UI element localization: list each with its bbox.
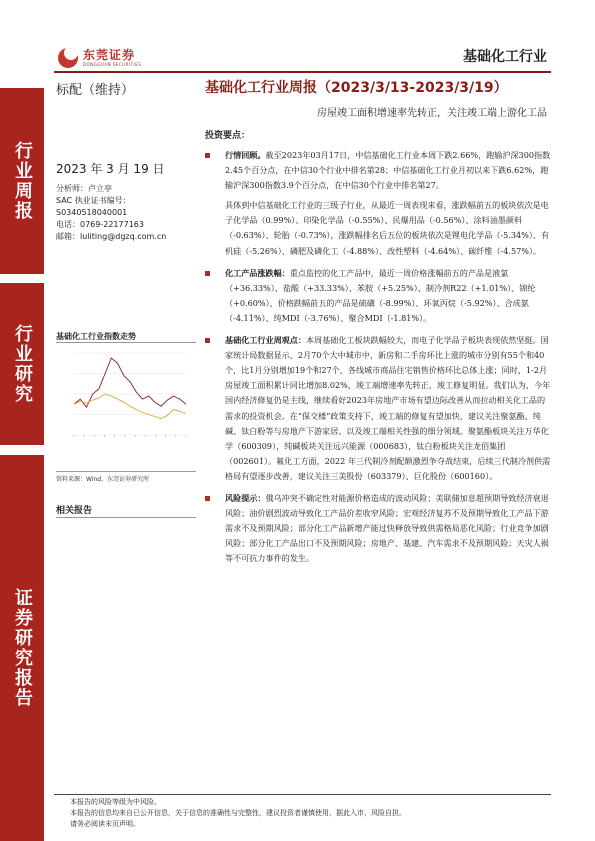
rating: 标配（维持） xyxy=(56,83,135,98)
company-logo xyxy=(58,48,141,68)
side-report-strip xyxy=(0,455,44,841)
chart-series-line-0 xyxy=(74,358,186,407)
analyst-line: S0340518040001 xyxy=(56,208,128,217)
index-chart-svg xyxy=(56,343,196,473)
paragraph-lead: 基础化工行业周观点： xyxy=(225,335,306,346)
analyst-line: SAC 执业证书编号： xyxy=(56,196,131,205)
paragraph-text: 具体到中信基础化工行业的三级子行业，从最近一周表现来看，涨跌幅前五的板块依次是电子化学品（0.99%）、印染化学品（-0.55%）、民爆用品（-0.56%）、涂料油墨颜料（-0.63%）、轮胎（-0.73%），涨跌幅排名后五位的板块依次是锂电化学品（-5.34%）、有机硅（-5.26%）、磷肥及磷化工（-4.88%）、改性塑料（-4.64%）、碳纤维（-4.57%）。 xyxy=(225,200,550,256)
paragraph-subsector xyxy=(205,198,551,258)
header-industry: 基础化工行业 xyxy=(463,49,547,65)
paragraph-lead: 化工产品涨跌幅： xyxy=(225,267,290,278)
logo-cn-text: 东莞证券 xyxy=(83,48,136,62)
report-title: 基础化工行业周报（2023/3/13-2023/3/19） xyxy=(205,80,508,96)
disclaimer-line: 请务必阅读末页声明。 xyxy=(70,820,140,828)
side-category-label: 行业周报 xyxy=(12,141,33,221)
paragraph-risk xyxy=(205,491,551,566)
related-divider xyxy=(56,517,196,518)
report-subtitle: 房屋竣工面积增速率先转正，关注竣工端上游化工品 xyxy=(317,108,547,119)
paragraph-text: 俄乌冲突不确定性对能源价格造成的波动风险；美联储加息超预期导致经济衰退风险；油价剧烈波动导致化工产品价差收窄风险；宏观经济复苏不及预期导致化工产品下游需求不及预期风险；部分化工产品新增产能过快释放导致供需格局恶化风险；行业竞争加剧风险；部分化工产品出口不及预期风险；房地产、基建、汽车需求不及预期风险；天灾人祸等不可抗力事件的发生。 xyxy=(225,492,549,564)
bullet-square-icon xyxy=(205,496,210,501)
logo-en-text: DONGGUAN SECURITIES xyxy=(83,62,142,67)
bullet-square-icon xyxy=(205,271,210,276)
paragraph-product-prices xyxy=(205,266,551,326)
disclaimer-line: 本报告的风险等级为中风险。 xyxy=(70,798,161,806)
side-type-strip xyxy=(0,283,44,445)
side-report-label: 证券研究报告 xyxy=(12,588,33,708)
disclaimer-line: 本报告的信息均来自已公开信息，关于信息的准确性与完整性，建议投资者谨慎使用，据此入市，风险自担。 xyxy=(70,809,406,817)
report-date: 2023 年 3 月 19 日 xyxy=(56,162,165,176)
analyst-line: 邮箱：luliting@dgzq.com.cn xyxy=(56,232,167,241)
paragraph-text: 截至2023年03月17日，中信基础化工行业本周下跌2.66%，跑输沪深300指数2.45个百分点，在中信30个行业中排名第28；中信基础化工行业月初以来下跌6.62%，跑输沪深300指数3.9个百分点，在中信30个行业中排名第27。 xyxy=(225,150,551,191)
footer-divider xyxy=(54,794,551,795)
logo-mark-icon xyxy=(58,48,78,68)
bullet-square-icon xyxy=(205,338,210,343)
index-chart xyxy=(56,342,196,472)
analyst-info xyxy=(56,183,166,243)
side-type-label: 行业研究 xyxy=(12,324,33,404)
paragraph-text: 重点监控的化工产品中，最近一周价格涨幅前五的产品是液氯（+36.33%）、盐酸（+33.33%）、苯胺（+5.25%）、制冷剂R22（+1.01%）、锦纶（+0.60%），价格跌幅前五的产品是硫磺（-8.99%）、环氧丙烷（-5.92%）、合成氨（-4.11%）、纯MDI（-3.76%）、聚合MDI（-1.81%）。 xyxy=(225,267,536,323)
paragraph-weekly-view xyxy=(205,333,551,484)
related-reports-title: 相关报告 xyxy=(56,506,93,516)
side-category-strip xyxy=(0,88,44,274)
analyst-line: 电话：0769-22177163 xyxy=(56,220,144,229)
analyst-line: 分析师：卢立亭 xyxy=(56,184,112,193)
footer-disclaimer xyxy=(70,797,406,830)
chart-title: 基础化工行业指数走势 xyxy=(56,332,136,341)
report-body xyxy=(205,148,551,573)
key-points-heading: 投资要点： xyxy=(205,131,251,141)
paragraph-lead: 行情回顾。 xyxy=(225,150,266,160)
paragraph-market-review xyxy=(205,148,551,193)
header-divider xyxy=(54,71,551,73)
paragraph-text: 本周基础化工板块跌幅较大，而电子化学品子板块表现依然坚挺。国家统计局数据显示，2月70个大中城市中，新房和二手房环比上涨的城市分别有55个和40个，比1月分别增加19个和27个，各线城市商品住宅销售价格环比总体上涨；同时，1-2月房屋竣工面积累计同比增加8.02%，竣工端增速率先转正，竣工修复明显。我们认为，今年国内经济修复仍是主线，继续看好2023年房地产市场有望边际改善从而拉动相关化工品的需求的投资机会。在“保交楼”政策支持下，竣工端的修复有望加快，建议关注聚氨酯、纯碱、钛白粉等与房地产下游家居、以及竣工端相关性强的细分领域。聚氨酯板块关注万华化学（600309），纯碱板块关注远兴能源（000683），钛白粉板块关注龙佰集团（002601）。氟化工方面，2022 年三代制冷剂配额激烈争夺战结束，后续三代制冷剂供需格局有望逐步改善，建议关注三美股份（603379）、巨化股份（600160）。 xyxy=(225,335,551,481)
paragraph-lead: 风险提示： xyxy=(225,492,266,503)
bullet-square-icon xyxy=(205,153,210,158)
chart-source: 资料来源：Wind，东莞证券研究所 xyxy=(56,476,150,483)
